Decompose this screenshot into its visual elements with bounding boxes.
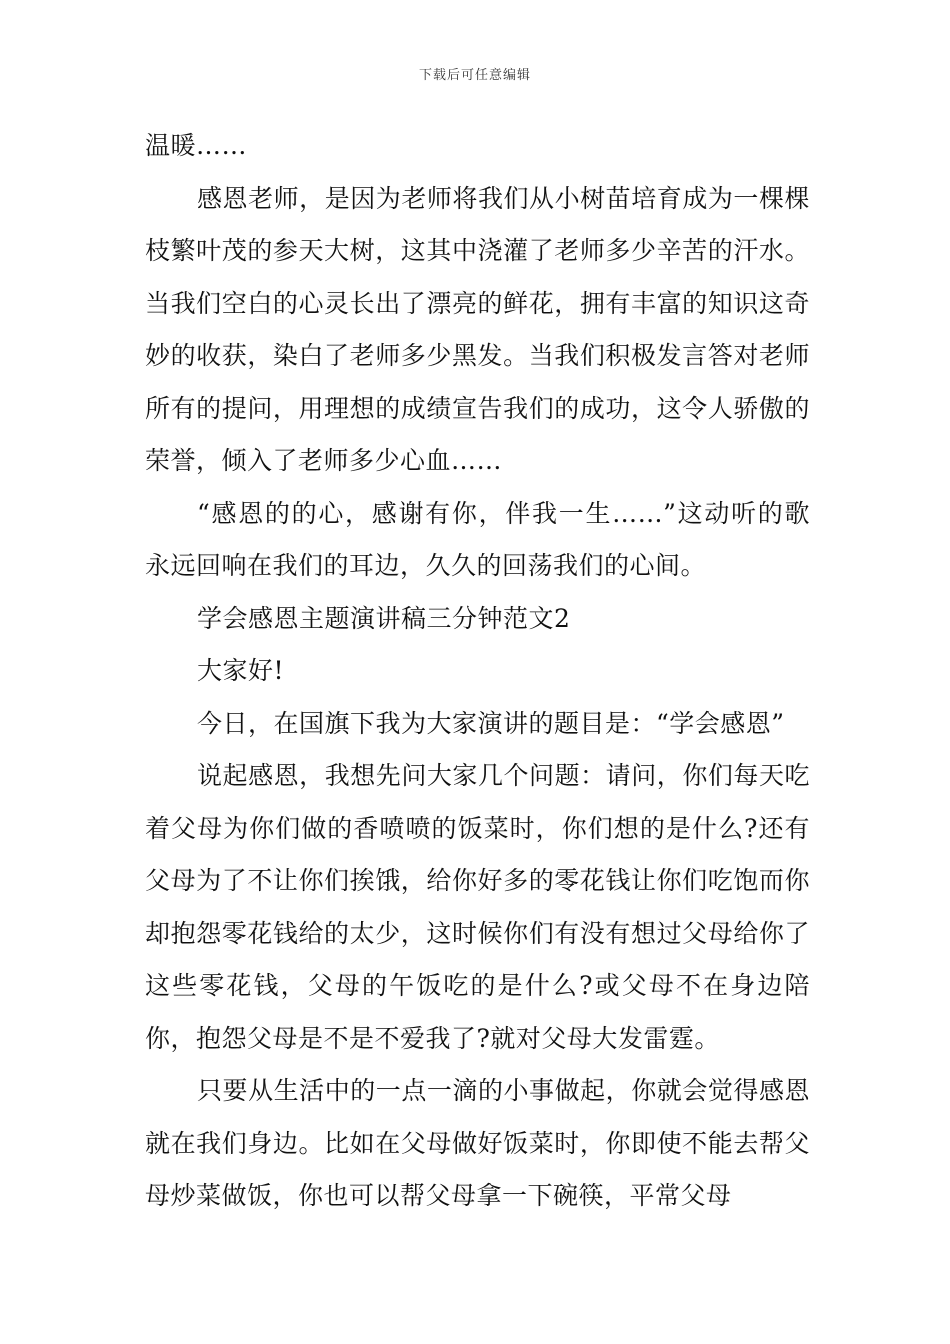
- paragraph-2: 感恩老师，是因为老师将我们从小树苗培育成为一棵棵枝繁叶茂的参天大树，这其中浇灌了老师多少辛苦的汗水。当我们空白的心灵长出了漂亮的鲜花，拥有丰富的知识这奇妙的收获，染白了老师多少黑发。当我们积极发言答对老师所有的提问，用理想的成绩宣告我们的成功，这令人骄傲的荣誉，倾入了老师多少心血……: [145, 183, 810, 475]
- paragraph-8: 只要从生活中的一点一滴的小事做起，你就会觉得感恩就在我们身边。比如在父母做好饭菜时，你即使不能去帮父母炒菜做饭，你也可以帮父母拿一下碗筷，平常父母: [145, 1076, 810, 1210]
- paragraph-6: 今日，在国旗下我为大家演讲的题目是：“学会感恩”: [197, 708, 785, 738]
- document-body: [145, 120, 810, 1223]
- section-title: 学会感恩主题演讲稿三分钟范文2: [197, 603, 571, 633]
- page-header: 下载后可任意编辑: [418, 68, 531, 83]
- paragraph-1: 温暖……: [145, 131, 248, 160]
- paragraph-7: 说起感恩，我想先问大家几个问题：请问，你们每天吃着父母为你们做的香喷喷的饭菜时，你们想的是什么?还有父母为了不让你们挨饿，给你好多的零花钱让你们吃饱而你却抱怨零花钱给的太少，这时候你们有没有想过父母给你了这些零花钱，父母的午饭吃的是什么?或父母不在身边陪你，抱怨父母是不是不爱我了?就对父母大发雷霆。: [145, 761, 810, 1053]
- greeting: 大家好!: [197, 656, 285, 685]
- paragraph-3: “感恩的的心，感谢有你，伴我一生……”这动听的歌永远回响在我们的耳边，久久的回荡我们的心间。: [145, 498, 810, 580]
